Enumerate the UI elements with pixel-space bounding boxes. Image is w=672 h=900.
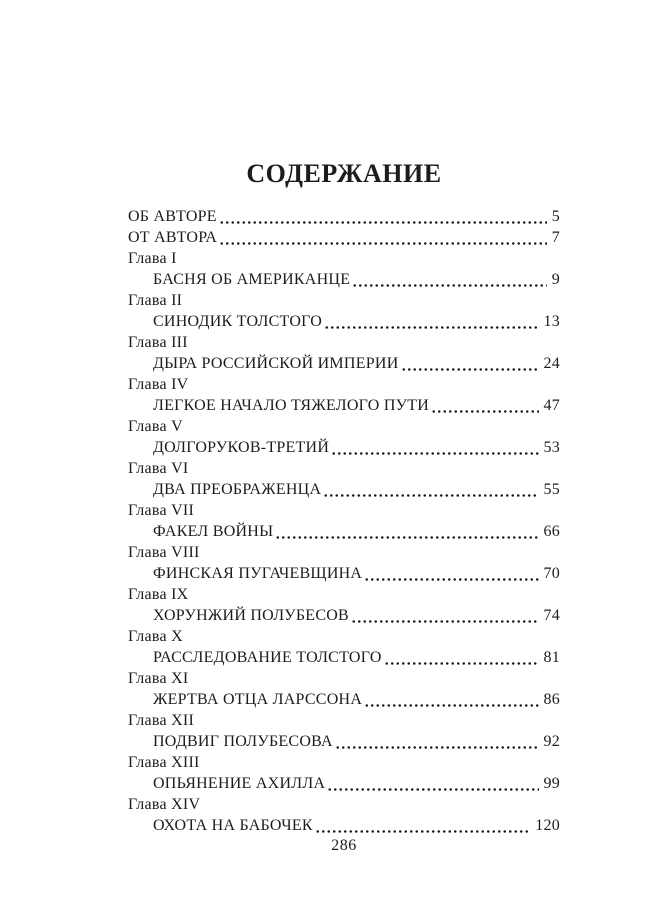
dot-leader (324, 326, 538, 329)
toc-entry-page-number: 9 (551, 271, 560, 288)
toc-entry (128, 563, 560, 584)
toc-entry (128, 437, 560, 458)
toc-entry-page-number: 74 (543, 607, 560, 624)
toc-entry-page-number: 24 (543, 355, 560, 372)
toc-entry (128, 311, 560, 332)
dot-leader (351, 620, 539, 623)
chapter-label: Глава VI (128, 460, 189, 477)
toc-entry-page-number: 99 (543, 775, 560, 792)
toc-entry (128, 353, 560, 374)
chapter-label: Глава XI (128, 670, 189, 687)
chapter-label: Глава IX (128, 586, 189, 603)
toc-entry-title: СИНОДИК ТОЛСТОГО (153, 313, 323, 330)
toc-title: СОДЕРЖАНИЕ (246, 159, 442, 188)
toc-entry-title: ДВА ПРЕОБРАЖЕНЦА (153, 481, 322, 498)
toc-entry-title: ФАКЕЛ ВОЙНЫ (153, 523, 274, 540)
toc-entry-title: ЖЕРТВА ОТЦА ЛАРССОНА (153, 691, 363, 708)
chapter-label: Глава II (128, 292, 183, 309)
toc-entry-title: ОПЬЯНЕНИЕ АХИЛЛА (153, 775, 326, 792)
dot-leader (401, 368, 539, 371)
dot-leader (219, 242, 547, 245)
toc-list (128, 206, 560, 836)
dot-leader (327, 788, 538, 791)
toc-entry-title: ПОДВИГ ПОЛУБЕСОВА (153, 733, 333, 750)
dot-leader (352, 284, 547, 287)
toc-entry (128, 521, 560, 542)
dot-leader (315, 830, 530, 833)
toc-entry-title: БАСНЯ ОБ АМЕРИКАНЦЕ (153, 271, 351, 288)
dot-leader (364, 578, 538, 581)
toc-entry-page-number: 92 (543, 733, 560, 750)
dot-leader (364, 704, 538, 707)
toc-entry-page-number: 70 (543, 565, 560, 582)
chapter-label: Глава IV (128, 376, 189, 393)
toc-entry-label: ОТ АВТОРА (128, 229, 218, 246)
chapter-label: Глава X (128, 628, 183, 645)
toc-entry (128, 605, 560, 626)
toc-entry-page-number: 13 (543, 313, 560, 330)
toc-entry (128, 206, 560, 227)
toc-entry (128, 731, 560, 752)
toc-entry-title: РАССЛЕДОВАНИЕ ТОЛСТОГО (153, 649, 382, 666)
chapter-label: Глава I (128, 250, 177, 267)
dot-leader (431, 410, 538, 413)
toc-entry-page-number: 47 (543, 397, 560, 414)
toc-entry-title: ДЫРА РОССИЙСКОЙ ИМПЕРИИ (153, 355, 399, 372)
toc-entry (128, 269, 560, 290)
toc-entry-page-number: 86 (543, 691, 560, 708)
toc-entry-title: ДОЛГОРУКОВ-ТРЕТИЙ (153, 439, 330, 456)
toc-entry (128, 689, 560, 710)
dot-leader (331, 452, 538, 455)
toc-entry (128, 395, 560, 416)
toc-entry (128, 227, 560, 248)
toc-entry-page-number: 5 (551, 208, 560, 225)
chapter-label: Глава XIV (128, 796, 201, 813)
toc-entry (128, 815, 560, 836)
toc-entry-page-number: 53 (543, 439, 560, 456)
toc-entry-page-number: 120 (535, 817, 560, 834)
dot-leader (219, 221, 547, 224)
dot-leader (384, 662, 539, 665)
chapter-label: Глава XII (128, 712, 195, 729)
toc-entry-title: ФИНСКАЯ ПУГАЧЕВЩИНА (153, 565, 363, 582)
dot-leader (275, 536, 538, 539)
toc-entry (128, 479, 560, 500)
toc-entry (128, 773, 560, 794)
chapter-label: Глава III (128, 334, 188, 351)
toc-entry (128, 647, 560, 668)
footer-page-number: 286 (331, 837, 357, 854)
toc-entry-page-number: 7 (551, 229, 560, 246)
toc-entry-title: ЛЕГКОЕ НАЧАЛО ТЯЖЕЛОГО ПУТИ (153, 397, 430, 414)
dot-leader (323, 494, 538, 497)
chapter-label: Глава VIII (128, 544, 200, 561)
toc-entry-page-number: 55 (543, 481, 560, 498)
chapter-label: Глава V (128, 418, 183, 435)
toc-entry-label: ОБ АВТОРЕ (128, 208, 217, 225)
toc-entry-page-number: 81 (543, 649, 560, 666)
chapter-label: Глава XIII (128, 754, 200, 771)
toc-entry-title: ХОРУНЖИЙ ПОЛУБЕСОВ (153, 607, 349, 624)
chapter-label: Глава VII (128, 502, 195, 519)
toc-entry-page-number: 66 (543, 523, 560, 540)
toc-entry-title: ОХОТА НА БАБОЧЕК (153, 817, 313, 834)
dot-leader (335, 746, 539, 749)
